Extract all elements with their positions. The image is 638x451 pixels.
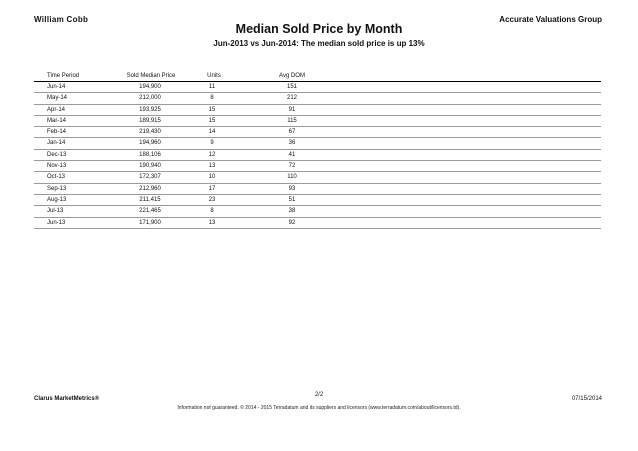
cell-units: 8: [210, 208, 214, 215]
cell-time-period: Apr-14: [47, 106, 66, 113]
cell-avg-dom: 72: [288, 163, 296, 170]
table-row: [34, 218, 601, 229]
cell-units: 13: [208, 219, 216, 226]
cell-units: 23: [208, 196, 216, 203]
agent-name: William Cobb: [34, 15, 89, 24]
cell-avg-dom: 110: [287, 174, 297, 181]
cell-units: 10: [208, 174, 216, 181]
report-title: Median Sold Price by Month: [235, 22, 403, 36]
cell-sold-median-price: 221,465: [139, 208, 161, 215]
cell-time-period: May-14: [47, 95, 68, 102]
cell-time-period: Oct-13: [47, 174, 66, 181]
cell-sold-median-price: 188,106: [139, 151, 161, 158]
cell-time-period: Jun-14: [47, 84, 66, 90]
table-row: [34, 127, 601, 138]
cell-avg-dom: 93: [288, 185, 296, 192]
cell-avg-dom: 115: [287, 117, 297, 124]
cell-units: 14: [208, 129, 216, 136]
cell-time-period: Dec-13: [47, 151, 67, 158]
cell-avg-dom: 151: [286, 84, 297, 90]
column-header-time-period: Time Period: [47, 73, 80, 79]
cell-avg-dom: 41: [288, 151, 296, 158]
cell-avg-dom: 92: [288, 219, 296, 226]
cell-avg-dom: 91: [288, 106, 296, 113]
footer-brand: Clarus MarketMetrics®: [34, 396, 100, 402]
cell-units: 15: [208, 117, 216, 124]
cell-sold-median-price: 172,307: [139, 174, 161, 181]
cell-time-period: Jun-13: [47, 219, 66, 226]
company-name: Accurate Valuations Group: [499, 15, 602, 24]
cell-avg-dom: 51: [288, 196, 296, 203]
cell-sold-median-price: 190,940: [139, 163, 161, 170]
footer-disclaimer: Information not guaranteed. © 2014 - 2015 Terradatum and its suppliers and licensors (www.terradatum.com/about/licensors.td).: [177, 405, 461, 411]
cell-sold-median-price: 171,900: [139, 219, 161, 226]
table-row: [34, 116, 601, 127]
table-row: [34, 206, 601, 217]
cell-units: 12: [208, 151, 216, 158]
table-row: [34, 195, 601, 206]
table-row: [34, 105, 601, 116]
cell-time-period: Feb-14: [47, 129, 67, 136]
cell-time-period: Nov-13: [47, 163, 67, 170]
cell-units: 9: [210, 140, 214, 147]
data-table: [34, 71, 601, 229]
cell-time-period: Mar-14: [47, 117, 67, 124]
cell-time-period: Jul-13: [47, 208, 64, 215]
cell-time-period: Jan-14: [47, 140, 66, 147]
cell-units: 8: [210, 95, 214, 102]
cell-avg-dom: 36: [288, 140, 296, 147]
table-row: [34, 161, 601, 172]
table-row: [34, 82, 601, 93]
cell-sold-median-price: 212,000: [139, 95, 161, 102]
table-header-row: [34, 71, 601, 82]
cell-avg-dom: 38: [288, 208, 296, 215]
table-row: [34, 138, 601, 149]
table-row: [34, 150, 601, 161]
column-header-sold-median-price: Sold Median Price: [126, 73, 176, 79]
cell-sold-median-price: 194,900: [139, 84, 161, 90]
cell-avg-dom: 67: [288, 129, 296, 136]
cell-time-period: Aug-13: [47, 196, 67, 203]
table-row: [34, 184, 601, 195]
cell-sold-median-price: 193,925: [139, 106, 161, 113]
cell-sold-median-price: 194,960: [139, 140, 161, 147]
cell-units: 13: [208, 163, 216, 170]
page-number: 2/2: [314, 392, 324, 398]
report-subtitle: Jun-2013 vs Jun-2014: The median sold price is up 13%: [213, 39, 425, 48]
table-body: [34, 82, 601, 229]
column-header-units: Units: [207, 73, 221, 79]
column-header-avg-dom: Avg DOM: [279, 73, 305, 79]
cell-units: 15: [208, 106, 216, 113]
table-row: [34, 172, 601, 183]
cell-time-period: Sep-13: [47, 185, 67, 192]
cell-units: 17: [208, 185, 216, 192]
cell-sold-median-price: 219,430: [139, 129, 161, 136]
table-row: [34, 93, 601, 104]
cell-sold-median-price: 211,415: [139, 196, 161, 203]
cell-sold-median-price: 212,960: [139, 185, 161, 192]
cell-avg-dom: 212: [286, 95, 297, 102]
report-date: 07/15/2014: [571, 396, 602, 402]
cell-units: 11: [208, 84, 216, 90]
cell-sold-median-price: 189,915: [139, 117, 161, 124]
